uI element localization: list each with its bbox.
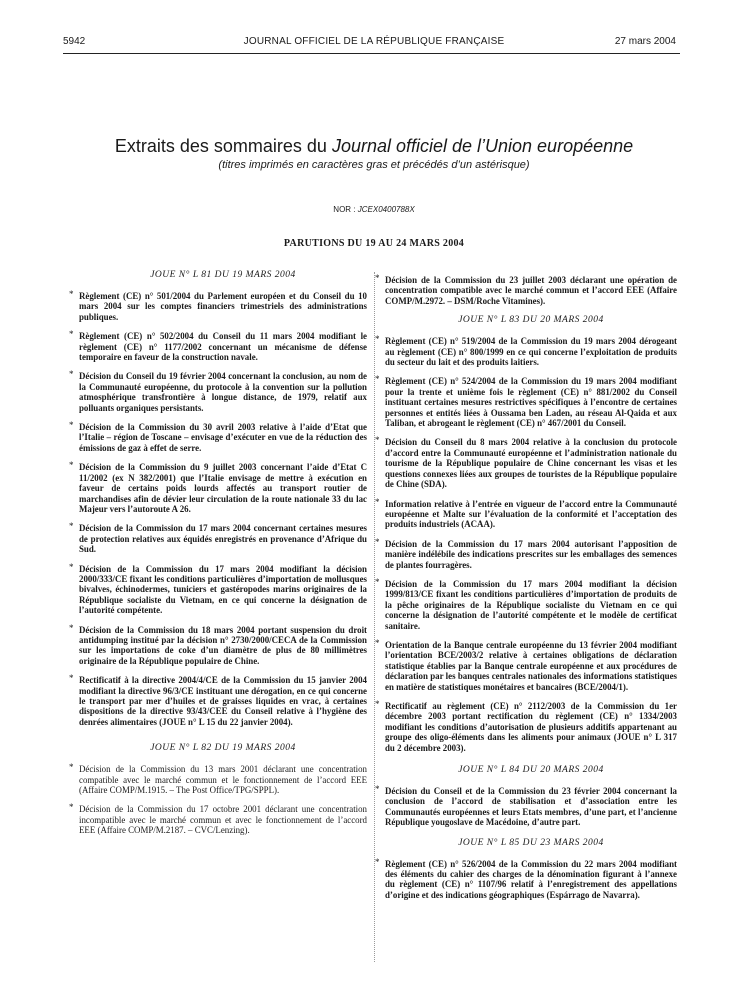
asterisk-icon: * — [375, 856, 380, 867]
asterisk-icon: * — [375, 576, 380, 587]
page-subtitle: (titres imprimés en caractères gras et précédés d’un astérisque) — [218, 159, 530, 171]
asterisk-icon: * — [375, 637, 380, 648]
asterisk-icon: * — [69, 622, 74, 633]
asterisk-icon: * — [69, 420, 74, 431]
summary-entry: * Décision de la Commission du 17 mars 2004 autorisant l’apposition de manière indélébile des indications prescrites sur les emballages des semences de plantes fourragères. — [375, 536, 677, 570]
title-part-2: Journal officiel de l’Union européenne — [331, 136, 634, 156]
summary-entry: * Décision de la Commission du 23 juillet 2003 déclarant une opération de concentration compatible avec le marché commun et l’accord EEE (Affaire COMP/M.2972. – DSM/Roche Vitamines). — [375, 273, 677, 306]
section-heading: JOUE N° L 83 DU 20 MARS 2004 — [458, 315, 604, 326]
summary-entry: * Décision de la Commission du 17 mars 2004 concernant certaines mesures de protection relatives aux équidés enregistrés en provenance d’Afrique du Sud. — [69, 521, 367, 555]
left-column — [69, 270, 367, 845]
section-heading: JOUE N° L 81 DU 19 MARS 2004 — [150, 270, 296, 280]
asterisk-icon: * — [69, 521, 74, 532]
summary-entry: * Décision de la Commission du 13 mars 2001 déclarant une concentration compatible avec le marché commun et le fonctionnement de l’accord EEE (Affaire COMP/M.1915. – The Post Office/TPG/SPPL). — [69, 762, 367, 796]
nor-label: NOR : — [333, 205, 356, 214]
asterisk-icon: * — [375, 435, 380, 446]
section-heading: JOUE N° L 82 DU 19 MARS 2004 — [150, 743, 296, 754]
summary-entry: * Décision de la Commission du 17 mars 2004 modifiant la décision 1999/813/CE fixant les conditions particulières d’importation de produits de la pêche originaires de la République socialiste du Vietnam en ce qui concerne la désignation de l’autorité compétente et le modèle de certificat sanitaire. — [375, 576, 677, 631]
summary-entry: * Orientation de la Banque centrale européenne du 13 février 2004 modifiant l’orientation BCE/2003/2 relative à certaines obligations de déclaration statistique établies par la Banque centrale européenne et aux procédures de déclaration par les banques centrales nationales des informations statistiques en matière de statistiques monétaires et bancaires (BCE/2004/1). — [375, 637, 677, 692]
asterisk-icon: * — [69, 369, 74, 380]
asterisk-icon: * — [375, 536, 380, 547]
summary-entry: * Décision de la Commission du 18 mars 2004 portant suspension du droit antidumping institué par la décision n° 2730/2000/CECA de la Commission sur les importations de coke d’un diamètre de plus de 80 millimètres originaire de la République populaire de Chine. — [69, 622, 367, 666]
summary-entry: * Rectificatif au règlement (CE) n° 2112/2003 de la Commission du 1er décembre 2003 portant rectification du règlement (CE) n° 1334/2003 modifiant les conditions d’autorisation de plusieurs additifs appartenant au groupe des oligo-éléments dans les aliments pour animaux (JOUE n° L 317 du 2 décembre 2003). — [375, 699, 677, 753]
section-heading: JOUE N° L 85 DU 23 MARS 2004 — [458, 837, 604, 848]
summary-entry: * Règlement (CE) n° 519/2004 de la Commission du 19 mars 2004 dérogeant au règlement (CE) n° 800/1999 en ce qui concerne l’exploitation de produits du secteur du lait et des produits laitiers. — [375, 334, 677, 368]
parutions-heading: PARUTIONS DU 19 AU 24 MARS 2004 — [283, 238, 465, 249]
summary-entry: * Règlement (CE) n° 501/2004 du Parlement européen et du Conseil du 10 mars 2004 sur les comptes financiers trimestriels des administrations publiques. — [69, 289, 367, 322]
asterisk-icon: * — [69, 460, 74, 471]
page-number: 5942 — [63, 36, 86, 47]
asterisk-icon: * — [69, 329, 74, 340]
summary-entry: * Règlement (CE) n° 526/2004 de la Commission du 22 mars 2004 modifiant des éléments du cahier des charges de la dénomination figurant à l’annexe du règlement (CE) n° 1107/96 relatif à l’enregistrement des appellations d’origine et des indications géographiques (Espárrago de Navarra). — [375, 856, 677, 900]
asterisk-icon: * — [69, 561, 74, 572]
summary-entry: * Décision de la Commission du 17 octobre 2001 déclarant une concentration incompatible avec le marché commun et avec le fonctionnement de l’accord EEE (Affaire COMP/M.2187. – CVC/Lenzing). — [69, 802, 367, 836]
running-header — [0, 36, 748, 50]
page-title — [0, 136, 748, 157]
section-heading: JOUE N° L 84 DU 20 MARS 2004 — [458, 765, 604, 776]
issue-date: 27 mars 2004 — [614, 36, 676, 47]
summary-entry: * Rectificatif à la directive 2004/4/CE de la Commission du 15 janvier 2004 modifiant la directive 96/3/CE instituant une dérogation, en ce qui concerne le transport par mer d’huiles et de graisses liquides en vrac, à certaines dispositions de la directive 93/43/CEE du Conseil relative à l’hygiène des denrées alimentaires (JOUE n° L 15 du 22 janvier 2004). — [69, 673, 367, 727]
summary-entry: * Décision de la Commission du 17 mars 2004 modifiant la décision 2000/333/CE fixant les conditions particulières d’importation de mollusques bivalves, échinodermes, tuniciers et gastéropodes marins originaires de la République socialiste du Vietnam, en ce qui concerne la désignation de l’autorité compétente. — [69, 561, 367, 616]
nor-reference — [0, 205, 748, 214]
right-column — [375, 273, 677, 909]
summary-entry: * Règlement (CE) n° 502/2004 du Conseil du 11 mars 2004 modifiant le règlement (CE) n° 1177/2002 concernant un mécanisme de défense temporaire en faveur de la construction navale. — [69, 329, 367, 363]
summary-entry: * Décision du Conseil du 19 février 2004 concernant la conclusion, au nom de la Communauté européenne, du protocole à la convention sur la pollution atmosphérique transfrontière à longue distance, de 1979, relatif aux polluants organiques persistants. — [69, 369, 367, 413]
summary-entry: * Décision du Conseil et de la Commission du 23 février 2004 concernant la conclusion de l’accord de stabilisation et d’association entre les Communautés européennes et leurs Etats membres, d’une part, et l’ancienne République yougoslave de Macédoine, d’autre part. — [375, 784, 677, 828]
summary-entry: * Décision du Conseil du 8 mars 2004 relative à la conclusion du protocole d’accord entre la Communauté européenne et l’administration nationale du tourisme de la République populaire de Chine concernant les visas et les questions connexes liées aux groupes de touristes de la République populaire de Chine (SDA). — [375, 435, 677, 490]
asterisk-icon: * — [375, 699, 380, 709]
asterisk-icon: * — [375, 273, 380, 283]
summary-entry: * Décision de la Commission du 9 juillet 2003 concernant l’aide d’Etat C 11/2002 (ex N 382/2001) que l’Italie envisage de mettre à exécution en faveur de certains poids lourds affectés au transport routier de marchandises afin de dévier leur circulation de la route nationale 33 du lac Majeur vers l’autoroute A 26. — [69, 460, 367, 514]
nor-code: JCEX0400788X — [357, 205, 415, 214]
asterisk-icon: * — [69, 673, 74, 684]
journal-title: JOURNAL OFFICIEL DE LA RÉPUBLIQUE FRANÇAISE — [243, 36, 505, 47]
asterisk-icon: * — [69, 802, 74, 813]
summary-entry: * Règlement (CE) n° 524/2004 de la Commission du 19 mars 2004 modifiant pour la trente et unième fois le règlement (CE) n° 881/2002 du Conseil instituant certaines mesures restrictives spécifiques à l’encontre de certaines personnes et entités liées à Oussama ben Laden, au réseau Al-Qaida et aux Taliban, et abrogeant le règlement (CE) n° 467/2001 du Conseil. — [375, 374, 677, 429]
summary-entry: * Information relative à l’entrée en vigueur de l’accord entre la Communauté européenne et Malte sur l’évaluation de la conformité et l’acceptation des produits industriels (ACAA). — [375, 496, 677, 530]
header-rule — [63, 53, 680, 54]
summary-entry: * Décision de la Commission du 30 avril 2003 relative à l’aide d’Etat que l’Italie – région de Toscane – envisage d’exécuter en vue de la réduction des émissions de gaz à effet de serre. — [69, 420, 367, 453]
asterisk-icon: * — [375, 334, 380, 345]
title-part-1: Extraits des sommaires du — [114, 136, 332, 156]
asterisk-icon: * — [375, 784, 380, 795]
asterisk-icon: * — [69, 289, 74, 299]
asterisk-icon: * — [375, 374, 380, 385]
asterisk-icon: * — [375, 496, 380, 507]
asterisk-icon: * — [69, 762, 74, 773]
